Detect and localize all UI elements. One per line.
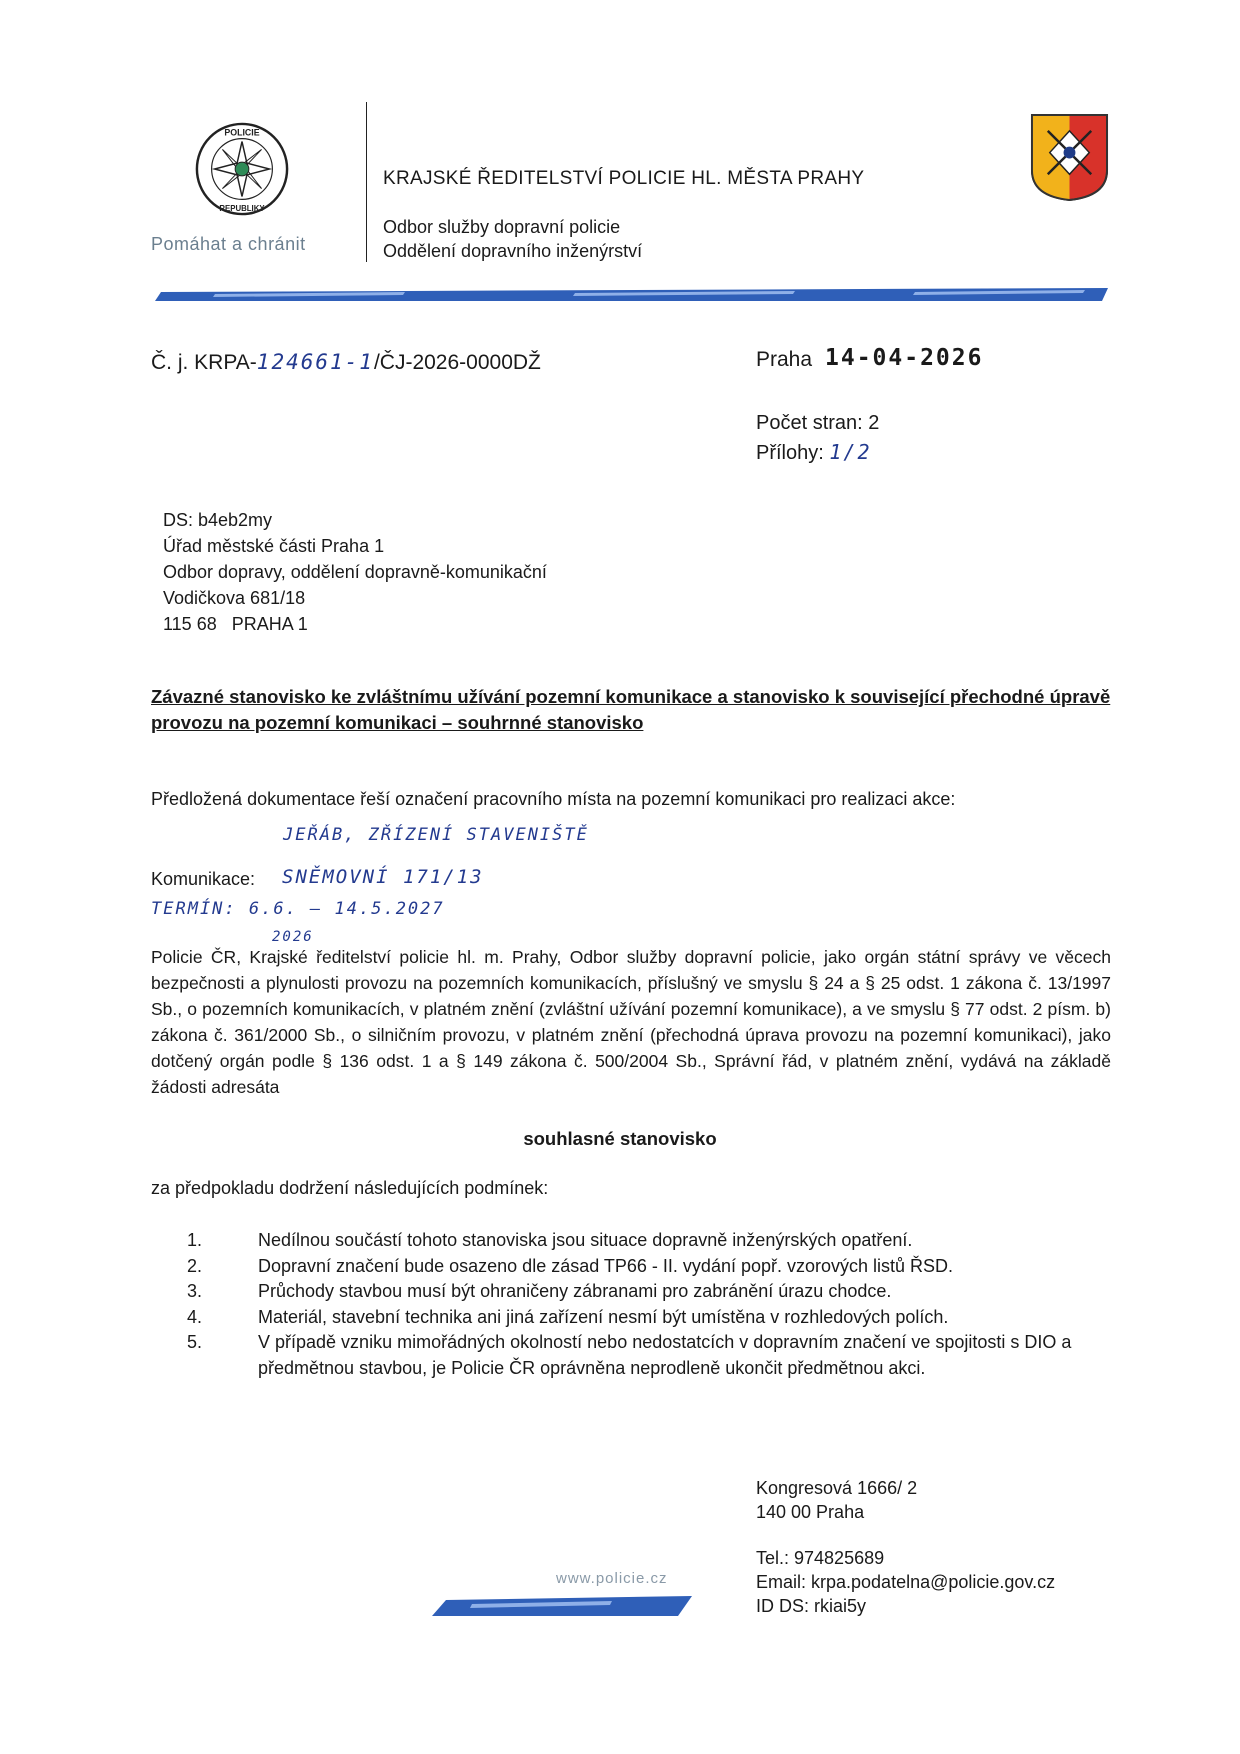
recipient-line: DS: b4eb2my <box>163 510 273 530</box>
department-name: Odbor služby dopravní policie <box>383 217 621 237</box>
condition-number: 2. <box>187 1255 203 1276</box>
handwritten-term-year: 2026 <box>272 929 314 945</box>
attachments-label: Přílohy: <box>756 442 824 464</box>
footer-stripe <box>432 1596 692 1616</box>
document-subject: Závazné stanovisko ke zvláštnímu užívání pozemní komunikace a stanovisko k související přechodné úpravě provozu na pozemní komunikaci – souhrnné stanovisko <box>151 686 1111 733</box>
footer-email: Email: krpa.podatelna@policie.gov.cz <box>756 1572 1056 1592</box>
condition-text: Nedílnou součástí tohoto stanoviska jsou situace dopravně inženýrských opatření. <box>258 1230 913 1250</box>
page-count: Počet stran: 2 <box>756 412 880 434</box>
condition-item <box>151 1279 1111 1305</box>
footer-address-line2: 140 00 Praha <box>756 1502 865 1522</box>
date-stamp: 14-04-2026 <box>825 345 984 371</box>
condition-text: Průchody stavbou musí být ohraničeny zábranami pro zabránění úrazu chodce. <box>258 1281 892 1301</box>
recipient-line: Úřad městské části Praha 1 <box>163 536 385 556</box>
verdict-heading: souhlasné stanovisko <box>523 1128 717 1149</box>
conditions-list <box>151 1228 1111 1381</box>
footer-data-box: ID DS: rkiai5y <box>756 1596 867 1616</box>
condition-text: Dopravní značení bude osazeno dle zásad TP66 - II. vydání popř. vzorových listů ŘSD. <box>258 1255 954 1276</box>
condition-text: Materiál, stavební technika ani jiná zařízení nesmí být umístěna v rozhledových polích. <box>258 1306 949 1327</box>
handwritten-road: SNĚMOVNÍ 171/13 <box>282 866 484 888</box>
recipient-line: 115 68 PRAHA 1 <box>163 614 308 634</box>
condition-item <box>151 1228 1111 1254</box>
condition-text: V případě vzniku mimořádných okolností nebo nedostatcích v dopravním značení ve spojitosti s DIO a předmětnou stavbou, je Policie ČR oprávněna neprodleně ukončit předmětnou akci. <box>258 1332 1072 1378</box>
reference-prefix: Č. j. KRPA- <box>151 351 257 374</box>
main-paragraph: Policie ČR, Krajské ředitelství policie hl. m. Prahy, Odbor služby dopravní policie, jako orgán státní správy ve věcech bezpečnosti a plynulosti provozu na pozemních komunikacích, příslušný ve smyslu § 24 a § 25 odst. 1 zákona č. 13/1997 Sb., o pozemních komunikacích, v platném znění (zvláštní užívání pozemní komunikace), a ve smyslu § 77 odst. 2 písm. b) zákona č. 361/2000 Sb., o silničním provozu, v platném znění (přechodná úprava provozu na pozemní komunikaci), jako dotčený orgán podle § 136 odst. 1 a § 149 zákona č. 500/2004 Sb., Správní řád, v platném znění, vydává na základě žádosti adresáta <box>151 947 1111 1097</box>
condition-number: 4. <box>187 1306 203 1327</box>
police-slogan: Pomáhat a chránit <box>151 234 306 254</box>
reference-handwritten-number: 124661-1 <box>256 350 374 374</box>
recipient-line: Odbor dopravy, oddělení dopravně-komunikační <box>163 562 547 582</box>
handwritten-term: TERMÍN: 6.6. – 14.5.2027 <box>151 899 445 919</box>
reference-suffix: /ČJ-2026-0000DŽ <box>373 351 541 374</box>
condition-item <box>151 1254 1111 1280</box>
road-label: Komunikace: <box>151 869 256 889</box>
conditions-intro: za předpokladu dodržení následujících podmínek: <box>151 1178 549 1198</box>
reference-number <box>151 350 541 375</box>
condition-number: 1. <box>187 1230 203 1250</box>
recipient-line: Vodičkova 681/18 <box>163 588 306 608</box>
condition-item <box>151 1305 1111 1331</box>
police-star-logo <box>193 120 291 218</box>
handwritten-action: JEŘÁB, ZŘÍZENÍ STAVENIŠTĚ <box>283 825 589 845</box>
condition-item <box>151 1330 1111 1381</box>
svg-text:REPUBLIKY: REPUBLIKY <box>219 204 265 214</box>
svg-text:POLICIE: POLICIE <box>224 127 260 138</box>
header-stripe <box>155 288 1108 301</box>
date-label: Praha <box>756 348 813 371</box>
condition-number: 3. <box>187 1281 203 1301</box>
attachments <box>756 440 872 465</box>
prague-coat-of-arms <box>1030 113 1109 202</box>
footer-address-line1: Kongresová 1666/ 2 <box>756 1478 918 1498</box>
section-name: Oddělení dopravního inženýrství <box>383 241 643 261</box>
intro-text: Předložená dokumentace řeší označení pracovního místa na pozemní komunikaci pro realizaci akce: <box>151 789 956 809</box>
footer-website: www.policie.cz <box>556 1570 668 1587</box>
condition-number: 5. <box>187 1332 203 1352</box>
header-divider <box>366 102 367 262</box>
footer-phone: Tel.: 974825689 <box>756 1548 885 1568</box>
attachments-handwritten: 1/2 <box>829 440 872 464</box>
organization-title: KRAJSKÉ ŘEDITELSTVÍ POLICIE HL. MĚSTA PRAHY <box>383 168 865 189</box>
